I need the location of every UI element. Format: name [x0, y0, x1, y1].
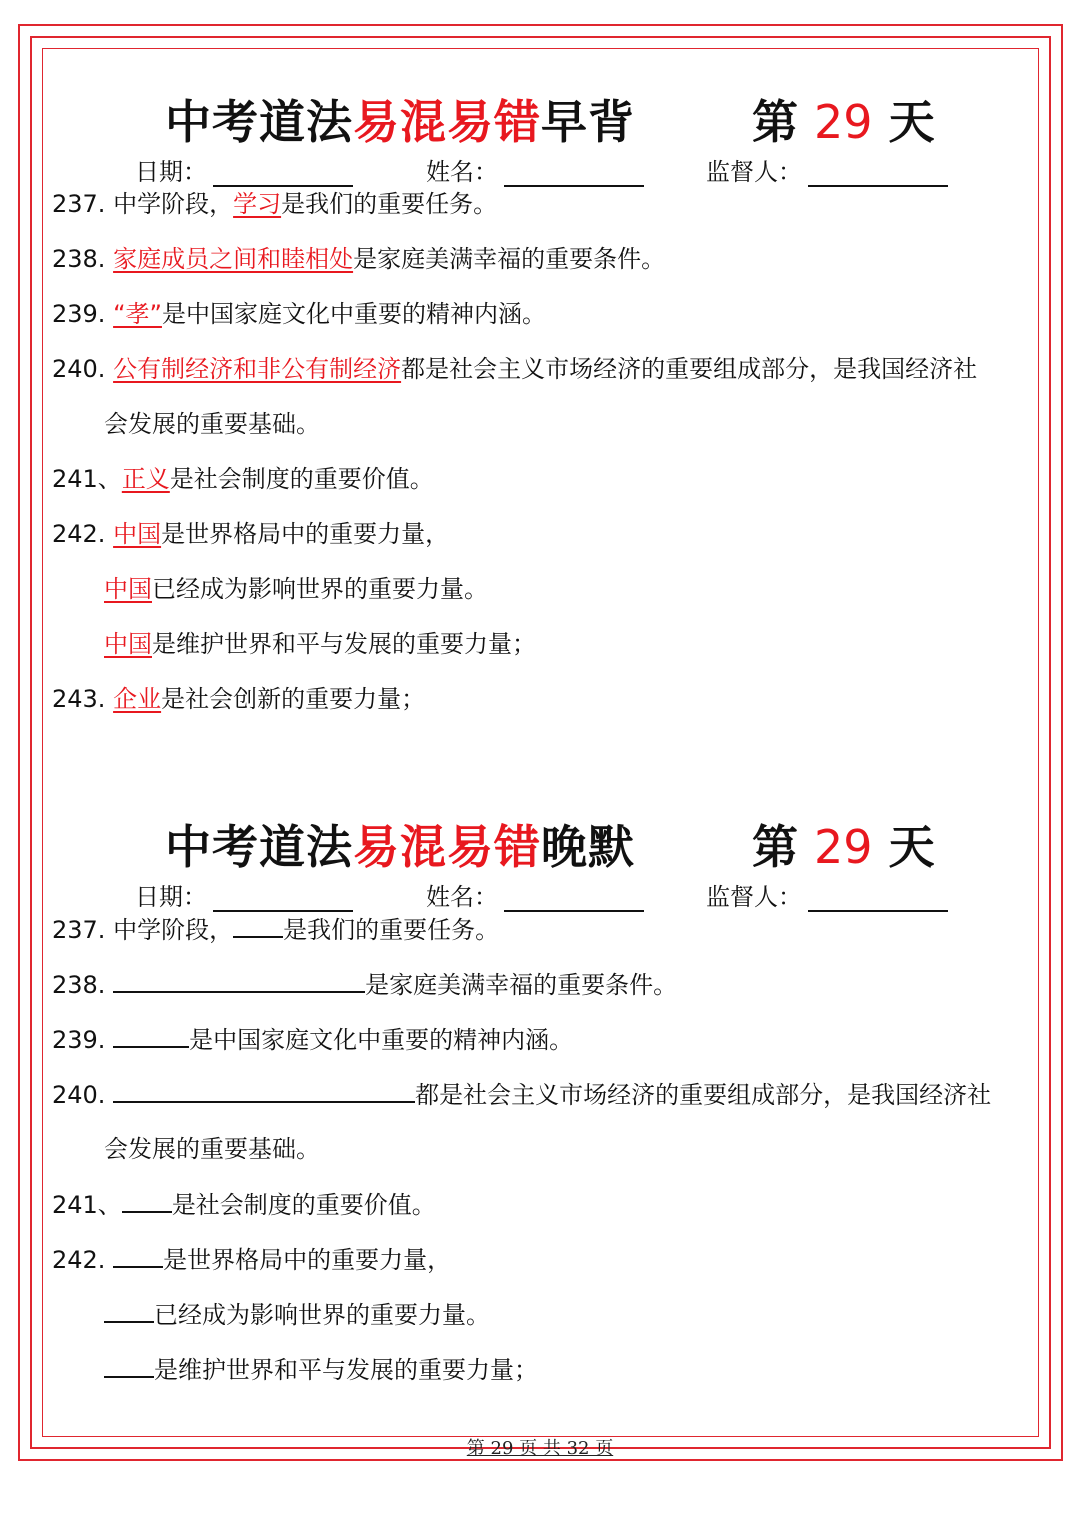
- blank-240[interactable]: [113, 1079, 415, 1103]
- evening-item-239: 239. 是中国家庭文化中重要的精神内涵。: [52, 1026, 574, 1054]
- evening-title: 中考道法易混易错晚默: [165, 820, 635, 874]
- morning-item-242c: 中国是维护世界和平与发展的重要力量；: [104, 630, 536, 658]
- morning-name-field[interactable]: 姓名：: [426, 152, 644, 187]
- blank-237[interactable]: [233, 914, 283, 938]
- evening-name-field[interactable]: 姓名：: [426, 877, 644, 912]
- morning-item-241: 241、正义是社会制度的重要价值。: [52, 465, 434, 493]
- blank-242b[interactable]: [104, 1299, 154, 1323]
- morning-title: 中考道法易混易错早背: [165, 95, 635, 149]
- evening-item-240-cont: 会发展的重要基础。: [104, 1135, 320, 1163]
- evening-item-242: 242. 是世界格局中的重要力量，: [52, 1246, 452, 1274]
- morning-date-field[interactable]: 日期：: [135, 152, 353, 187]
- evening-item-242c: 是维护世界和平与发展的重要力量；: [104, 1354, 538, 1385]
- morning-item-243: 243. 企业是社会创新的重要力量；: [52, 685, 426, 713]
- evening-supervisor-field[interactable]: 监督人：: [706, 877, 948, 912]
- evening-item-241: 241、 是社会制度的重要价值。: [52, 1191, 436, 1219]
- evening-item-240: 240. 都是社会主义市场经济的重要组成部分，是我国经济社: [52, 1081, 992, 1109]
- evening-date-field[interactable]: 日期：: [135, 877, 353, 912]
- morning-item-240-cont: 会发展的重要基础。: [104, 410, 320, 438]
- morning-day: 第 29 天: [752, 95, 935, 149]
- morning-item-242: 242. 中国是世界格局中的重要力量，: [52, 520, 450, 548]
- evening-item-237: 237. 中学阶段， 是我们的重要任务。: [52, 916, 500, 944]
- blank-241[interactable]: [122, 1189, 172, 1213]
- morning-item-238: 238. 家庭成员之间和睦相处是家庭美满幸福的重要条件。: [52, 245, 666, 273]
- morning-item-240: 240. 公有制经济和非公有制经济都是社会主义市场经济的重要组成部分，是我国经济社: [52, 355, 978, 383]
- blank-242c[interactable]: [104, 1354, 154, 1378]
- blank-242[interactable]: [113, 1244, 163, 1268]
- page-footer: 第 29 页 共 32 页: [466, 1438, 614, 1459]
- morning-item-239: 239. “孝”是中国家庭文化中重要的精神内涵。: [52, 300, 546, 328]
- evening-day: 第 29 天: [752, 820, 935, 874]
- morning-item-242b: 中国已经成为影响世界的重要力量。: [104, 575, 488, 603]
- morning-item-237: 237. 中学阶段，学习是我们的重要任务。: [52, 190, 498, 218]
- blank-238[interactable]: [113, 969, 365, 993]
- blank-239[interactable]: [113, 1024, 189, 1048]
- evening-item-238: 238. 是家庭美满幸福的重要条件。: [52, 971, 678, 999]
- evening-item-242b: 已经成为影响世界的重要力量。: [104, 1299, 490, 1330]
- morning-supervisor-field[interactable]: 监督人：: [706, 152, 948, 187]
